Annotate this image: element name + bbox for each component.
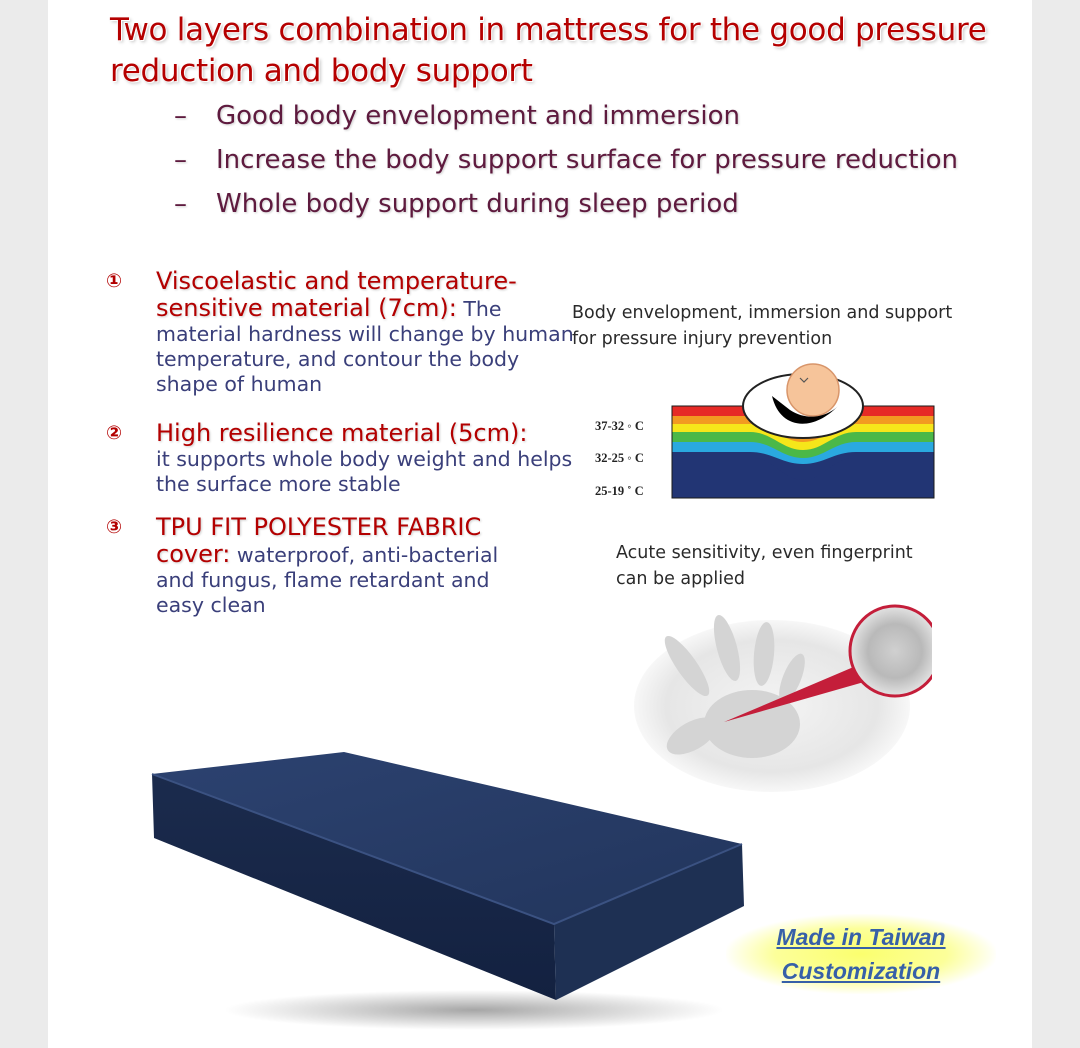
feature-heading: Viscoelastic and temperature-sensitive material (7cm): bbox=[156, 267, 517, 322]
bullet-dash: – bbox=[174, 145, 187, 175]
feature-number: ② bbox=[106, 422, 123, 444]
bullet-dash: – bbox=[174, 101, 187, 131]
feature-body bbox=[156, 420, 576, 497]
benefit-item bbox=[174, 140, 958, 184]
feature-description: The material hardness will change by human temperature, and contour the body shape of human bbox=[156, 297, 574, 396]
fingerprint-caption: Acute sensitivity, even fingerprint can be applied bbox=[616, 543, 913, 589]
badge-line-1: Made in Taiwan bbox=[776, 924, 946, 950]
feature-body bbox=[156, 514, 506, 618]
benefit-item bbox=[174, 184, 958, 228]
mattress-image bbox=[144, 746, 754, 1036]
feature-heading: High resilience material (5cm): bbox=[156, 419, 528, 447]
made-in-taiwan-badge bbox=[726, 914, 996, 994]
temperature-label: 32-25 ◦ C bbox=[595, 451, 644, 465]
temperature-label: 25-19 ˚ C bbox=[595, 484, 644, 498]
benefit-text: Increase the body support surface for pressure reduction bbox=[216, 145, 959, 175]
head-icon bbox=[787, 364, 839, 416]
bullet-dash: – bbox=[174, 189, 187, 219]
feature-item bbox=[106, 514, 576, 624]
feature-body bbox=[156, 268, 576, 397]
layers-caption: Body envelopment, immersion and support for pressure injury prevention bbox=[572, 303, 953, 349]
badge-line-2: Customization bbox=[781, 958, 941, 984]
product-sheet bbox=[48, 0, 1032, 1048]
feature-number: ③ bbox=[106, 516, 123, 538]
benefit-list bbox=[174, 96, 958, 228]
zoom-circle bbox=[850, 606, 932, 696]
benefit-item bbox=[174, 96, 958, 140]
layers-diagram bbox=[668, 360, 938, 502]
benefit-text: Good body envelopment and immersion bbox=[216, 101, 740, 131]
page-title: Two layers combination in mattress for the good pressure reduction and body support bbox=[110, 12, 987, 89]
temperature-label: 37-32 ◦ C bbox=[595, 419, 644, 433]
feature-heading: TPU FIT POLYESTER FABRIC cover: bbox=[156, 513, 482, 568]
feature-item bbox=[106, 420, 576, 500]
feature-description: it supports whole body weight and helps the surface more stable bbox=[156, 447, 573, 496]
feature-item bbox=[106, 268, 576, 408]
feature-description: waterproof, anti-bacterial and fungus, flame retardant and easy clean bbox=[156, 543, 499, 617]
feature-number: ① bbox=[106, 270, 123, 292]
benefit-text: Whole body support during sleep period bbox=[216, 189, 739, 219]
